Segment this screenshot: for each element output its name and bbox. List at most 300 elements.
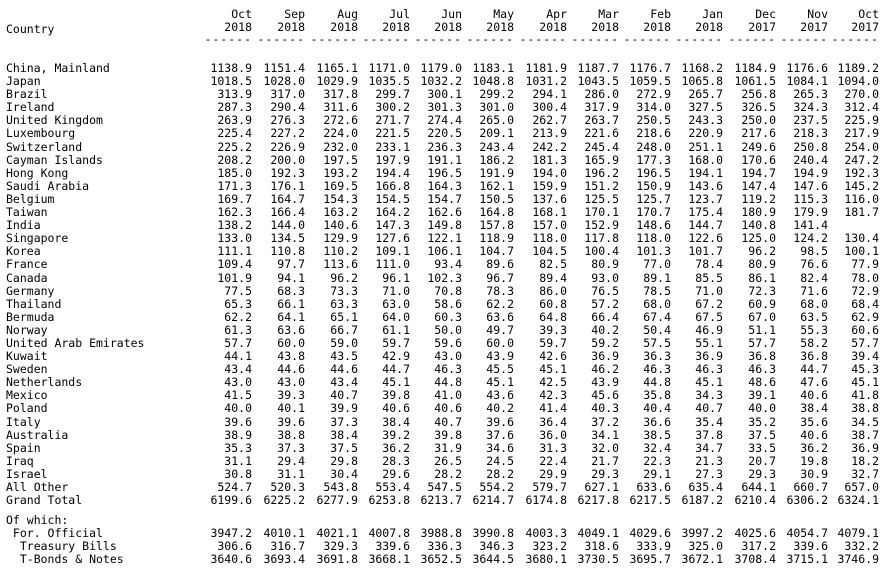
cell-value: 133.0: [217, 231, 252, 246]
cell-value: 37.3: [277, 440, 305, 455]
country-name: Thailand: [6, 296, 62, 311]
cell-value: 524.7: [217, 480, 252, 494]
cell-value: 193.2: [323, 165, 358, 180]
cell-value: 316.7: [270, 539, 305, 554]
cell-value: 192.3: [844, 165, 879, 180]
cell-value: 256.8: [741, 87, 776, 102]
cell-value: 40.1: [277, 401, 305, 416]
column-month: May: [493, 7, 514, 21]
column-underline: ------: [519, 32, 567, 46]
cell-value: 57.5: [643, 335, 671, 350]
cell-value: 286.0: [584, 87, 619, 102]
cell-value: 45.6: [591, 388, 619, 403]
column-month: Nov: [807, 7, 828, 21]
cell-value: 115.3: [793, 191, 828, 206]
cell-value: 111.0: [375, 257, 410, 272]
cell-value: 67.0: [748, 309, 776, 324]
country-name: United Arab Emirates: [6, 335, 145, 350]
cell-value: 221.5: [375, 126, 410, 141]
cell-value: 37.5: [330, 440, 358, 455]
cell-value: 274.4: [427, 113, 462, 128]
cell-value: 150.9: [636, 178, 671, 193]
cell-value: 41.8: [851, 388, 879, 403]
cell-value: 265.7: [688, 87, 723, 102]
cell-value: 166.8: [375, 178, 410, 193]
cell-value: 57.7: [224, 335, 252, 350]
cell-value: 34.7: [695, 440, 723, 455]
cell-value: 46.2: [591, 362, 619, 377]
month-column-header: [410, 8, 462, 46]
country-name: Bermuda: [6, 309, 55, 324]
cell-value: 1031.2: [525, 74, 567, 89]
cell-value: 154.5: [375, 191, 410, 206]
cell-value: 60.0: [486, 335, 514, 350]
cell-value: 164.7: [270, 191, 305, 206]
cell-value: 196.5: [636, 165, 671, 180]
cell-value: 66.4: [591, 309, 619, 324]
column-underline: ------: [257, 32, 305, 46]
cell-value: 43.6: [486, 388, 514, 403]
cell-value: 3947.2: [210, 526, 252, 541]
country-name: Italy: [6, 414, 41, 429]
cell-value: 300.4: [532, 100, 567, 115]
cell-value: 45.1: [486, 375, 514, 390]
cell-value: 31.1: [224, 453, 252, 468]
cell-value: 39.6: [486, 414, 514, 429]
cell-value: 164.8: [479, 205, 514, 220]
cell-value: 254.0: [844, 139, 879, 154]
cell-value: 29.3: [591, 466, 619, 481]
cell-value: 123.7: [688, 191, 723, 206]
cell-value: 59.0: [330, 335, 358, 350]
cell-value: 44.7: [800, 362, 828, 377]
cell-value: 3691.8: [316, 552, 358, 567]
cell-value: 39.8: [382, 388, 410, 403]
cell-value: 71.6: [800, 283, 828, 298]
cell-value: 317.8: [323, 87, 358, 102]
cell-value: 141.4: [793, 218, 828, 233]
cell-value: 97.7: [277, 257, 305, 272]
cell-value: 43.9: [591, 375, 619, 390]
cell-value: 96.7: [486, 270, 514, 285]
cell-value: 1151.4: [263, 61, 305, 75]
cell-value: 27.3: [695, 466, 723, 481]
cell-value: 43.9: [486, 349, 514, 364]
cell-value: 73.3: [330, 283, 358, 298]
cell-value: 644.1: [741, 480, 776, 494]
cell-value: 43.4: [330, 375, 358, 390]
cell-value: 26.5: [434, 453, 462, 468]
cell-value: 6174.8: [525, 493, 567, 508]
cell-value: 520.3: [270, 480, 305, 494]
cell-value: 100.4: [584, 244, 619, 259]
month-column-header: [619, 8, 671, 46]
month-column-header: [827, 8, 879, 46]
cell-value: 635.4: [688, 480, 723, 494]
cell-value: 250.0: [741, 113, 776, 128]
cell-value: 1138.9: [210, 61, 252, 75]
cell-value: 339.6: [375, 539, 410, 554]
cell-value: 312.4: [844, 100, 879, 115]
cell-value: 4054.7: [786, 526, 828, 541]
cell-value: 64.8: [539, 309, 567, 324]
cell-value: 44.1: [224, 349, 252, 364]
cell-value: 40.7: [434, 414, 462, 429]
country-name: Australia: [6, 427, 69, 442]
cell-value: 232.0: [323, 139, 358, 154]
column-year: 2018: [539, 19, 567, 34]
cell-value: 32.0: [591, 440, 619, 455]
cell-value: 1028.0: [263, 74, 305, 89]
cell-value: 197.5: [323, 152, 358, 167]
cell-value: 272.6: [323, 113, 358, 128]
month-column-header: [671, 8, 723, 46]
cell-value: 192.3: [270, 165, 305, 180]
cell-value: 44.8: [643, 375, 671, 390]
cell-value: 332.2: [844, 539, 879, 554]
column-underline: ------: [623, 32, 671, 46]
table-row: [4, 442, 880, 455]
cell-value: 579.7: [532, 480, 567, 494]
cell-value: 233.1: [375, 139, 410, 154]
cell-value: 96.1: [382, 270, 410, 285]
cell-value: 45.5: [486, 362, 514, 377]
table-row: [4, 416, 880, 429]
cell-value: 37.3: [330, 414, 358, 429]
cell-value: 38.7: [851, 427, 879, 442]
country-name: Mexico: [6, 388, 48, 403]
table-row: [4, 180, 880, 193]
cell-value: 265.0: [479, 113, 514, 128]
cell-value: 220.5: [427, 126, 462, 141]
table-row: [4, 455, 880, 468]
cell-value: 82.5: [539, 257, 567, 272]
cell-value: 96.2: [330, 270, 358, 285]
cell-value: 45.1: [539, 362, 567, 377]
country-name: China, Mainland: [6, 61, 110, 75]
cell-value: 272.9: [636, 87, 671, 102]
cell-value: 154.7: [427, 191, 462, 206]
cell-value: 217.6: [741, 126, 776, 141]
cell-value: 28.2: [434, 466, 462, 481]
cell-value: 6277.9: [316, 493, 358, 508]
cell-value: 208.2: [217, 152, 252, 167]
cell-value: 140.8: [741, 218, 776, 233]
cell-value: 59.7: [539, 335, 567, 350]
cell-value: 39.9: [330, 401, 358, 416]
table-row: [4, 553, 880, 566]
country-name: Korea: [6, 244, 41, 259]
column-year: 2017: [851, 19, 879, 34]
cell-value: 194.0: [532, 165, 567, 180]
cell-value: 57.2: [591, 296, 619, 311]
cell-value: 100.1: [844, 244, 879, 259]
cell-value: 180.9: [741, 205, 776, 220]
cell-value: 194.4: [375, 165, 410, 180]
cell-value: 6217.8: [577, 493, 619, 508]
cell-value: 33.5: [748, 440, 776, 455]
cell-value: 346.3: [479, 539, 514, 554]
cell-value: 39.6: [277, 414, 305, 429]
cell-value: 1094.0: [837, 74, 879, 89]
cell-value: 45.1: [695, 375, 723, 390]
cell-value: 50.4: [643, 322, 671, 337]
cell-value: 40.7: [330, 388, 358, 403]
cell-value: 45.1: [851, 375, 879, 390]
country-name: All Other: [6, 480, 69, 494]
cell-value: 94.1: [277, 270, 305, 285]
cell-value: 220.9: [688, 126, 723, 141]
cell-value: 125.7: [636, 191, 671, 206]
cell-value: 627.1: [584, 480, 619, 494]
cell-value: 3997.2: [681, 526, 723, 541]
country-name: Treasury Bills: [6, 539, 117, 554]
cell-value: 60.3: [434, 309, 462, 324]
cell-value: 144.7: [688, 218, 723, 233]
month-column-header: [200, 8, 252, 46]
cell-value: 6213.7: [420, 493, 462, 508]
cell-value: 31.9: [434, 440, 462, 455]
cell-value: 118.9: [479, 231, 514, 246]
cell-value: 32.4: [643, 440, 671, 455]
cell-value: 317.0: [270, 87, 305, 102]
cell-value: 224.0: [323, 126, 358, 141]
cell-value: 36.2: [382, 440, 410, 455]
cell-value: 3730.5: [577, 552, 619, 567]
cell-value: 4029.6: [629, 526, 671, 541]
cell-value: 1048.8: [472, 74, 514, 89]
cell-value: 149.8: [427, 218, 462, 233]
column-underline: ------: [310, 32, 358, 46]
cell-value: 129.9: [323, 231, 358, 246]
cell-value: 1187.7: [577, 61, 619, 75]
cell-value: 30.8: [224, 466, 252, 481]
cell-value: 106.1: [427, 244, 462, 259]
cell-value: 59.7: [382, 335, 410, 350]
cell-value: 300.1: [427, 87, 462, 102]
cell-value: 147.3: [375, 218, 410, 233]
cell-value: 119.2: [741, 191, 776, 206]
cell-value: 70.8: [434, 283, 462, 298]
of-which-label-text: Of which:: [6, 513, 69, 527]
table-body: [4, 62, 880, 507]
cell-value: 336.3: [427, 539, 462, 554]
cell-value: 243.3: [688, 113, 723, 128]
cell-value: 62.2: [224, 309, 252, 324]
cell-value: 41.4: [539, 401, 567, 416]
cell-value: 236.3: [427, 139, 462, 154]
cell-value: 157.0: [532, 218, 567, 233]
country-name: France: [6, 257, 48, 272]
column-month: Jul: [389, 7, 410, 21]
country-name: Ireland: [6, 100, 55, 115]
cell-value: 41.0: [434, 388, 462, 403]
country-name: Grand Total: [6, 493, 83, 508]
cell-value: 299.7: [375, 87, 410, 102]
cell-value: 96.2: [748, 244, 776, 259]
cell-value: 147.6: [793, 178, 828, 193]
cell-value: 42.5: [539, 375, 567, 390]
column-underline: ------: [414, 32, 462, 46]
cell-value: 101.3: [636, 244, 671, 259]
country-name: India: [6, 218, 41, 233]
cell-value: 127.6: [375, 231, 410, 246]
cell-value: 39.6: [224, 414, 252, 429]
cell-value: 1084.1: [786, 74, 828, 89]
cell-value: 225.4: [217, 126, 252, 141]
cell-value: 265.3: [793, 87, 828, 102]
table-row: [4, 494, 880, 507]
cell-value: 245.4: [584, 139, 619, 154]
cell-value: 46.3: [748, 362, 776, 377]
cell-value: 242.2: [532, 139, 567, 154]
cell-value: 196.5: [427, 165, 462, 180]
cell-value: 138.2: [217, 218, 252, 233]
cell-value: 68.4: [851, 296, 879, 311]
country-name: For. Official: [6, 526, 103, 541]
cell-value: 145.2: [844, 178, 879, 193]
column-month: Dec: [755, 7, 776, 21]
cell-value: 36.6: [643, 414, 671, 429]
cell-value: 40.2: [486, 401, 514, 416]
cell-value: 6199.6: [210, 493, 252, 508]
cell-value: 85.5: [695, 270, 723, 285]
cell-value: 1065.8: [681, 74, 723, 89]
cell-value: 80.9: [591, 257, 619, 272]
cell-value: 62.2: [486, 296, 514, 311]
table-row: [4, 311, 880, 324]
cell-value: 71.0: [382, 283, 410, 298]
cell-value: 78.5: [643, 283, 671, 298]
cell-value: 6324.1: [837, 493, 879, 508]
cell-value: 39.8: [434, 427, 462, 442]
cell-value: 46.3: [695, 362, 723, 377]
cell-value: 314.0: [636, 100, 671, 115]
cell-value: 170.6: [741, 152, 776, 167]
cell-value: 68.0: [643, 296, 671, 311]
cell-value: 140.6: [323, 218, 358, 233]
column-month: Jan: [702, 7, 723, 21]
cell-value: 43.8: [277, 349, 305, 364]
cell-value: 162.6: [427, 205, 462, 220]
cell-value: 77.9: [851, 257, 879, 272]
cell-value: 209.1: [479, 126, 514, 141]
cell-value: 38.4: [382, 414, 410, 429]
cell-value: 130.4: [844, 231, 879, 246]
cell-value: 1179.0: [420, 61, 462, 75]
cell-value: 6306.2: [786, 493, 828, 508]
cell-value: 194.7: [741, 165, 776, 180]
cell-value: 44.6: [330, 362, 358, 377]
cell-value: 89.6: [486, 257, 514, 272]
cell-value: 248.0: [636, 139, 671, 154]
cell-value: 19.8: [800, 453, 828, 468]
cell-value: 263.9: [217, 113, 252, 128]
cell-value: 6187.2: [681, 493, 723, 508]
cell-value: 57.7: [851, 335, 879, 350]
cell-value: 250.5: [636, 113, 671, 128]
cell-value: 40.6: [382, 401, 410, 416]
cell-value: 125.5: [584, 191, 619, 206]
cell-value: 39.3: [539, 322, 567, 337]
table-row: [4, 324, 880, 337]
cell-value: 29.3: [748, 466, 776, 481]
cell-value: 179.9: [793, 205, 828, 220]
cell-value: 21.3: [695, 453, 723, 468]
cell-value: 147.4: [741, 178, 776, 193]
cell-value: 221.6: [584, 126, 619, 141]
cell-value: 42.9: [382, 349, 410, 364]
cell-value: 31.1: [277, 466, 305, 481]
cell-value: 40.2: [591, 322, 619, 337]
column-year: 2017: [800, 19, 828, 34]
cell-value: 4003.3: [525, 526, 567, 541]
cell-value: 63.0: [382, 296, 410, 311]
cell-value: 38.9: [224, 427, 252, 442]
cell-value: 29.4: [277, 453, 305, 468]
cell-value: 1181.9: [525, 61, 567, 75]
cell-value: 60.8: [539, 296, 567, 311]
cell-value: 3988.8: [420, 526, 462, 541]
cell-value: 40.6: [800, 388, 828, 403]
cell-value: 118.0: [532, 231, 567, 246]
cell-value: 329.3: [323, 539, 358, 554]
cell-value: 31.3: [539, 440, 567, 455]
cell-value: 3668.1: [368, 552, 410, 567]
cell-value: 162.1: [479, 178, 514, 193]
cell-value: 46.9: [695, 322, 723, 337]
cell-value: 60.0: [277, 335, 305, 350]
column-month: Jun: [441, 7, 462, 21]
column-underline: ------: [571, 32, 619, 46]
cell-value: 30.9: [800, 466, 828, 481]
column-month: Sep: [284, 7, 305, 21]
cell-value: 109.1: [375, 244, 410, 259]
cell-value: 301.0: [479, 100, 514, 115]
cell-value: 67.4: [643, 309, 671, 324]
month-column-header: [358, 8, 410, 46]
cell-value: 38.8: [851, 401, 879, 416]
cell-value: 3693.4: [263, 552, 305, 567]
column-month: Oct: [231, 7, 252, 21]
cell-value: 50.0: [434, 322, 462, 337]
column-month: Oct: [858, 7, 879, 21]
cell-value: 110.8: [270, 244, 305, 259]
month-column-header: [724, 8, 776, 46]
column-month: Apr: [546, 7, 567, 21]
cell-value: 29.8: [330, 453, 358, 468]
cell-value: 44.8: [434, 375, 462, 390]
country-name: Israel: [6, 466, 48, 481]
cell-value: 29.9: [539, 466, 567, 481]
cell-value: 168.0: [688, 152, 723, 167]
cell-value: 225.9: [844, 113, 879, 128]
cell-value: 313.9: [217, 87, 252, 102]
cell-value: 6253.8: [368, 493, 410, 508]
cell-value: 102.3: [427, 270, 462, 285]
cell-value: 68.0: [800, 296, 828, 311]
cell-value: 150.5: [479, 191, 514, 206]
column-underline: ------: [728, 32, 776, 46]
cell-value: 24.5: [486, 453, 514, 468]
cell-value: 162.3: [217, 205, 252, 220]
cell-value: 45.3: [851, 362, 879, 377]
country-name: T-Bonds & Notes: [6, 552, 124, 567]
cell-value: 6217.5: [629, 493, 671, 508]
cell-value: 1032.2: [420, 74, 462, 89]
cell-value: 1176.6: [786, 61, 828, 75]
cell-value: 86.1: [748, 270, 776, 285]
